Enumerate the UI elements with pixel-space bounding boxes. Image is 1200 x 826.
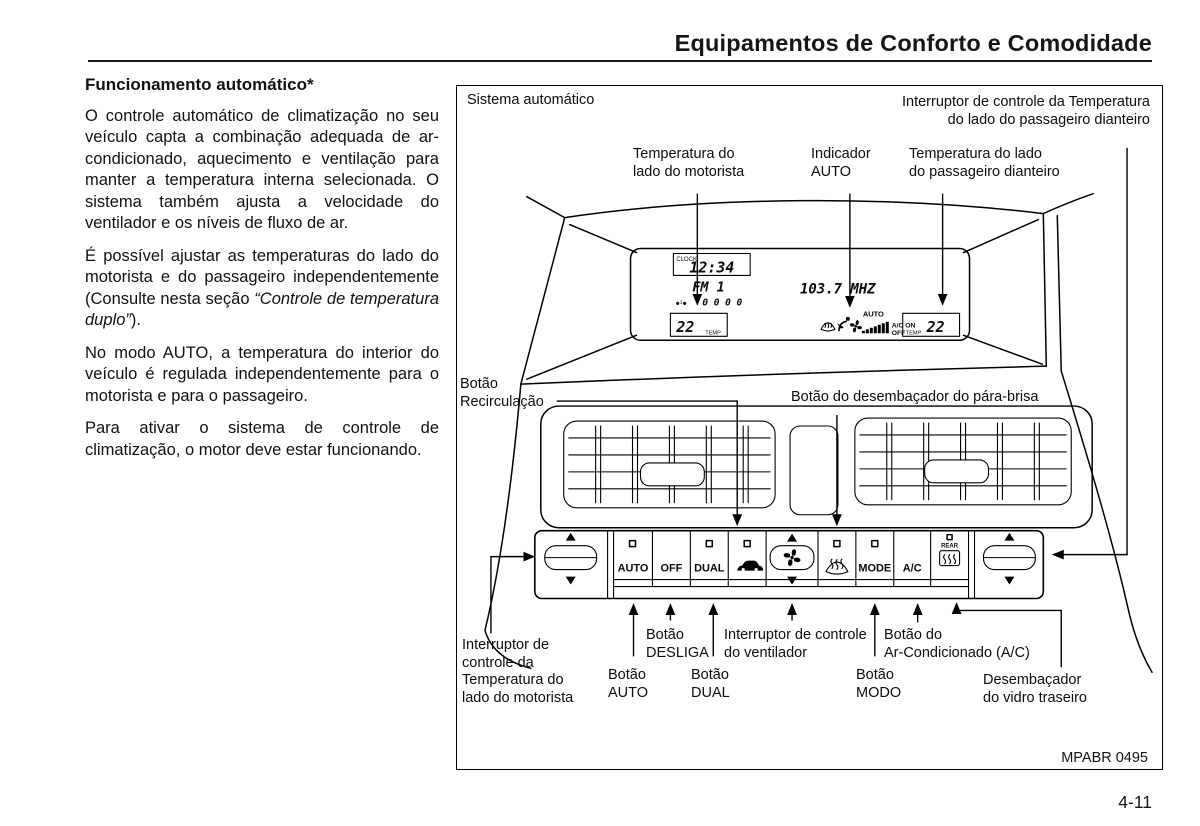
off-button: OFF [660,562,683,575]
label-recirculation [460,376,544,411]
label-line: Interruptor de controle [724,627,867,643]
ac-off-indicator: OFF [891,329,906,337]
label-line: Botão [608,667,646,683]
label-line: Botão do [884,627,943,643]
label-ac-button [884,627,1030,662]
paragraph-1: O controle automático de climatização no seu veículo capta a combinação adequada de ar-condicionado, aquecimento e ventilação para manter a temperatura interna selecionada. O sistema também ajusta a velocidade do ventilador e os níveis de fluxo de ar. [85,106,439,232]
ac-button: A/C [902,562,922,575]
article-heading: Funcionamento automático* [85,75,314,94]
figure-box [456,85,1163,770]
label-line: Botão [856,667,894,683]
label-passenger-temp-switch [902,94,1150,129]
preset-marks: ●¹● [675,298,687,308]
display-auto-indicator: AUTO [862,309,884,319]
label-line: Botão [691,667,729,683]
climate-display [670,254,959,337]
paragraph-2-tail: ). [130,311,141,329]
clock-value: 12:34 [689,258,735,277]
page-title: Equipamentos de Conforto e Comodidade [674,30,1152,56]
label-line: Recirculação [460,393,544,410]
label-auto-indicator [811,146,871,181]
label-line: Interruptor de controle da Temperatura [902,94,1150,110]
rear-defogger-icon [940,544,960,566]
paragraph-3: No modo AUTO, a temperatura do interior do veículo é regulada independentemente para o motorista e para o passageiro. [85,343,439,405]
label-driver-temp-switch [462,637,573,707]
leader-lines [491,148,1127,667]
recirculation-car-icon [737,561,763,572]
air-vents [564,418,1072,515]
display-defrost-icon [821,323,835,331]
dual-button: DUAL [694,562,725,575]
passenger-temp-unit: TEMP [905,330,922,337]
label-fan-switch [724,627,867,662]
label-line: do ventilador [724,644,808,661]
label-windshield-defroster: Botão do desembaçador do pára-brisa [791,389,1039,405]
label-line: Temperatura do [462,672,564,688]
label-driver-temp [633,146,744,181]
fan-icon [784,549,801,566]
label-mode-button [856,667,901,702]
label-line: Temperatura do [633,146,735,162]
label-line: DESLIGA [646,644,709,661]
label-line: Botão [460,376,498,392]
display-vent-mode-icon [837,317,850,331]
label-line: do vidro traseiro [983,689,1087,706]
title-rule [88,60,1152,62]
preset-numbers: 0 0 0 0 [702,297,743,309]
label-line: lado do motorista [633,163,745,180]
label-dual-button [691,667,730,702]
driver-temp-unit: TEMP [705,330,721,337]
figure-code: MPABR 0495 [1061,750,1148,766]
label-line: Ar-Condicionado (A/C) [884,644,1030,661]
label-line: Indicador [811,146,871,162]
label-line: AUTO [811,163,852,180]
fan-rocker [770,534,814,585]
radio-frequency: 103.7 MHZ [800,281,876,298]
svg-text:REAR: REAR [941,543,959,550]
label-line: do lado do passageiro dianteiro [947,111,1150,128]
passenger-temp-rocker [983,533,1035,585]
paragraph-2 [85,246,439,332]
label-line: AUTO [608,684,649,701]
label-line: Desembaçador [983,672,1082,688]
passenger-temp-value: 22 [926,317,945,336]
dashboard-outline [485,194,1152,673]
windshield-defrost-icon [826,559,848,574]
paragraph-2-text: É possível ajustar as temperaturas do lado do motorista e do passageiro independentemente (Consulte nesta seção [85,246,439,308]
label-line: do passageiro dianteiro [909,163,1060,180]
label-line: Interruptor de [462,637,550,653]
label-passenger-temp [909,146,1060,181]
page-number: 4-11 [1118,792,1152,812]
mode-button: MODE [858,562,892,575]
label-line: DUAL [691,684,730,701]
display-fan-icon [850,320,862,332]
label-line: controle da [462,654,534,671]
ac-on-indicator: A/C ON [891,322,916,330]
paragraph-2-italic: “Controle de temperatura duplo” [85,289,439,329]
label-line: lado do motorista [462,689,574,706]
label-off-button [646,627,709,662]
label-auto-button [608,667,648,702]
clock-label: CLOCK [676,256,697,263]
figure-title: Sistema automático [467,92,595,108]
label-rear-defogger [983,672,1087,707]
auto-button: AUTO [617,562,649,575]
radio-band: FM 1 [692,280,725,296]
article-column [85,74,439,472]
label-line: Temperatura do lado [909,146,1042,162]
driver-temp-value: 22 [676,317,695,336]
label-line: Botão [646,627,684,643]
driver-temp-rocker [545,533,597,585]
fan-speed-bars [862,322,889,333]
paragraph-4: Para ativar o sistema de controle de climatização, o motor deve estar funcionando. [85,419,439,459]
label-line: MODO [856,684,902,701]
